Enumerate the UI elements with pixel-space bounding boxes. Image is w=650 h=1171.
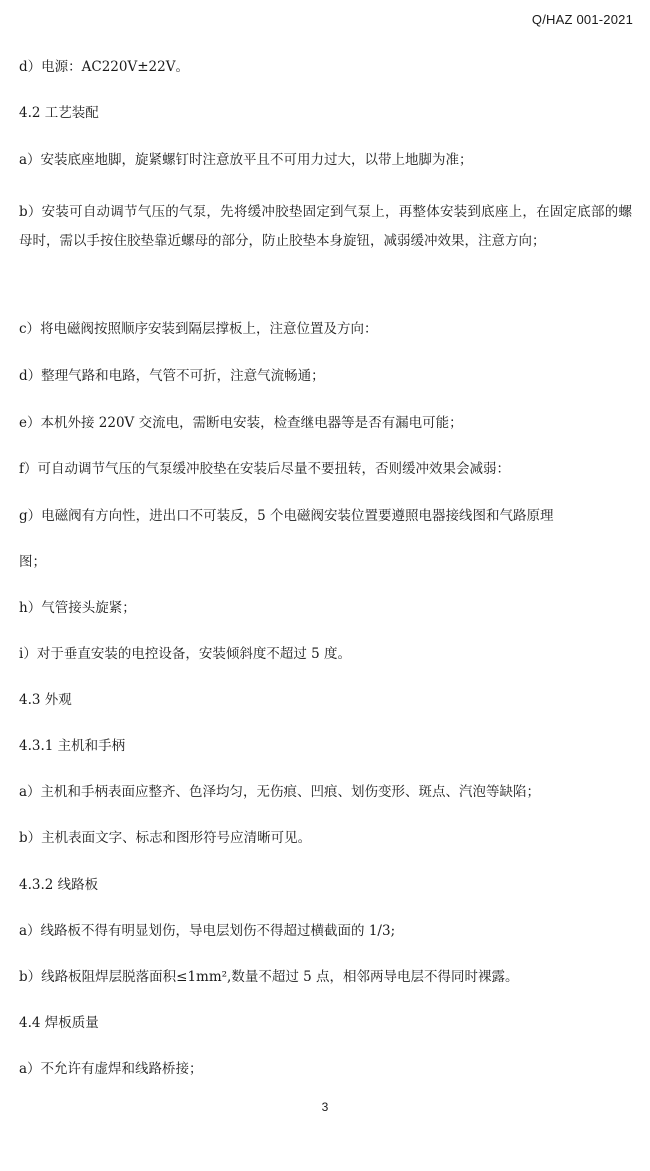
section-4-4-heading: 4.4 焊板质量 — [19, 1015, 99, 1031]
assembly-item-d: d）整理气路和电路，气管不可折，注意气流畅通； — [19, 368, 325, 384]
appearance-item-b: b）主机表面文字、标志和图形符号应清晰可见。 — [19, 830, 312, 846]
assembly-item-c: c）将电磁阀按照顺序安装到隔层撑板上，注意位置及方向： — [19, 321, 378, 337]
circuit-board-item-b: b）线路板阻焊层脱落面积≤1mm²,数量不超过 5 点，相邻两导电层不得同时裸露。 — [19, 969, 519, 985]
assembly-item-a: a）安装底座地脚，旋紧螺钉时注意放平且不可用力过大，以带上地脚为准； — [19, 152, 473, 168]
assembly-item-b: b）安装可自动调节气压的气泵，先将缓冲胶垫固定到气泵上，再整体安装到底座上，在固定底部的螺母时，需以手按住胶垫靠近螺母的部分，防止胶垫本身旋钮，减弱缓冲效果，注意方向； — [19, 204, 632, 249]
assembly-item-g: g）电磁阀有方向性，进出口不可装反，5 个电磁阀安装位置要遵照电器接线图和气路原理 — [19, 508, 554, 524]
page-number: 3 — [321, 1100, 329, 1114]
section-4-3-1-heading: 4.3.1 主机和手柄 — [19, 738, 126, 754]
section-4-2-heading: 4.2 工艺装配 — [19, 105, 99, 121]
power-supply-line: d）电源：AC220V±22V。 — [19, 59, 189, 75]
assembly-item-g-continued: 图； — [19, 554, 46, 570]
document-code-header: Q/HAZ 001-2021 — [531, 12, 633, 27]
assembly-item-i: i）对于垂直安装的电控设备，安装倾斜度不超过 5 度。 — [19, 646, 351, 662]
assembly-item-h: h）气管接头旋紧； — [19, 600, 136, 616]
section-4-3-heading: 4.3 外观 — [19, 692, 72, 708]
soldering-item-a: a）不允许有虚焊和线路桥接； — [19, 1061, 203, 1077]
assembly-item-e: e）本机外接 220V 交流电，需断电安装，检查继电器等是否有漏电可能； — [19, 415, 463, 431]
circuit-board-item-a: a）线路板不得有明显划伤，导电层划伤不得超过横截面的 1/3; — [19, 923, 396, 939]
appearance-item-a: a）主机和手柄表面应整齐、色泽均匀，无伤痕、凹痕、划伤变形、斑点、汽泡等缺陷； — [19, 784, 541, 800]
assembly-item-f: f）可自动调节气压的气泵缓冲胶垫在安装后尽量不要扭转，否则缓冲效果会减弱： — [19, 461, 510, 477]
section-4-3-2-heading: 4.3.2 线路板 — [19, 877, 99, 893]
